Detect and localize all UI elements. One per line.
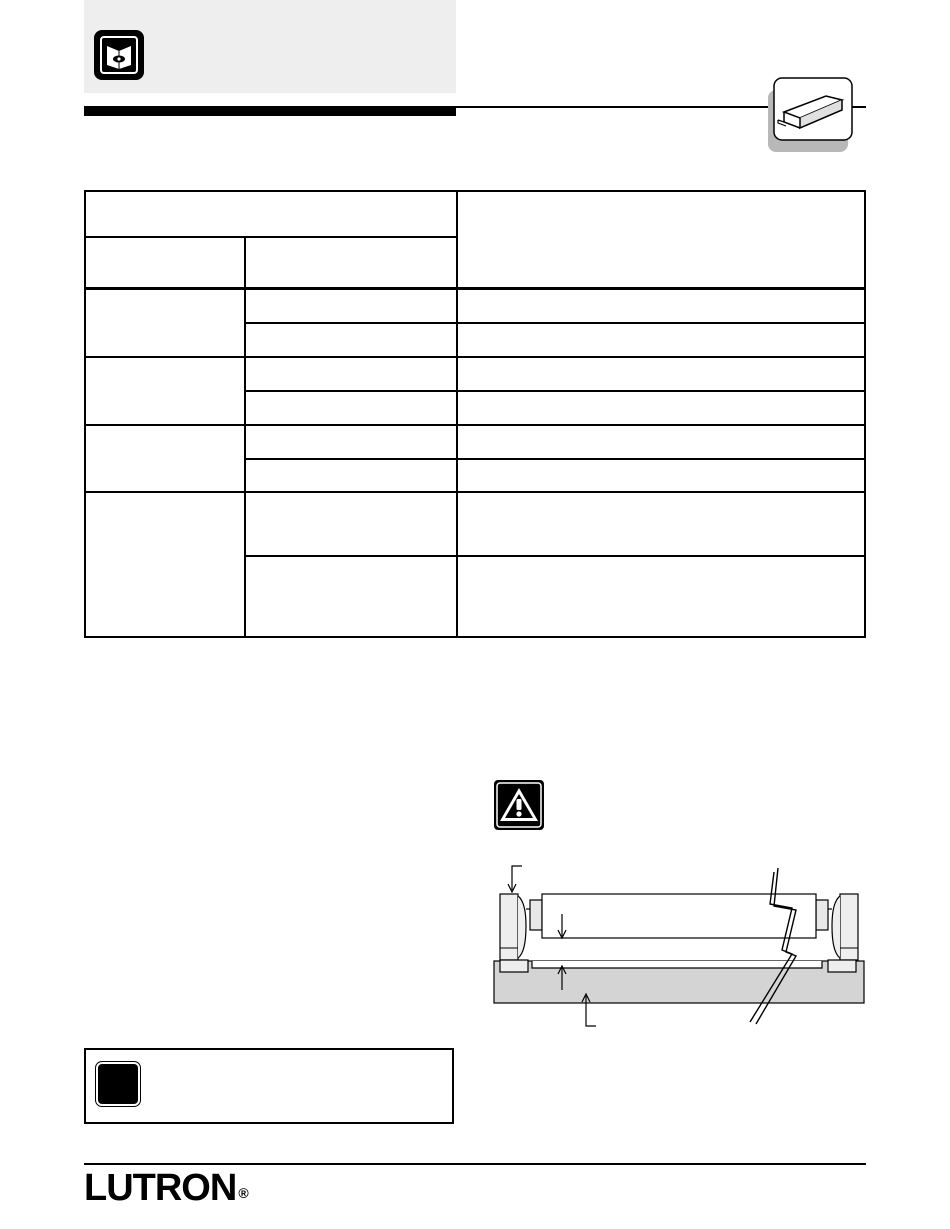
header-rule-thick [84, 106, 456, 116]
note-box [84, 1048, 454, 1124]
logo-text: LUTRON [84, 1167, 237, 1209]
registered-mark: ® [238, 1185, 249, 1201]
lutron-logo [84, 1166, 249, 1210]
warning-exclamation-icon [493, 779, 545, 831]
footer-rule [84, 1163, 866, 1165]
spec-table [84, 190, 866, 638]
note-icon [96, 1062, 140, 1106]
ballast-icon [764, 76, 856, 154]
open-book-eye-icon [96, 32, 142, 78]
lamp-diagram [492, 862, 866, 1032]
